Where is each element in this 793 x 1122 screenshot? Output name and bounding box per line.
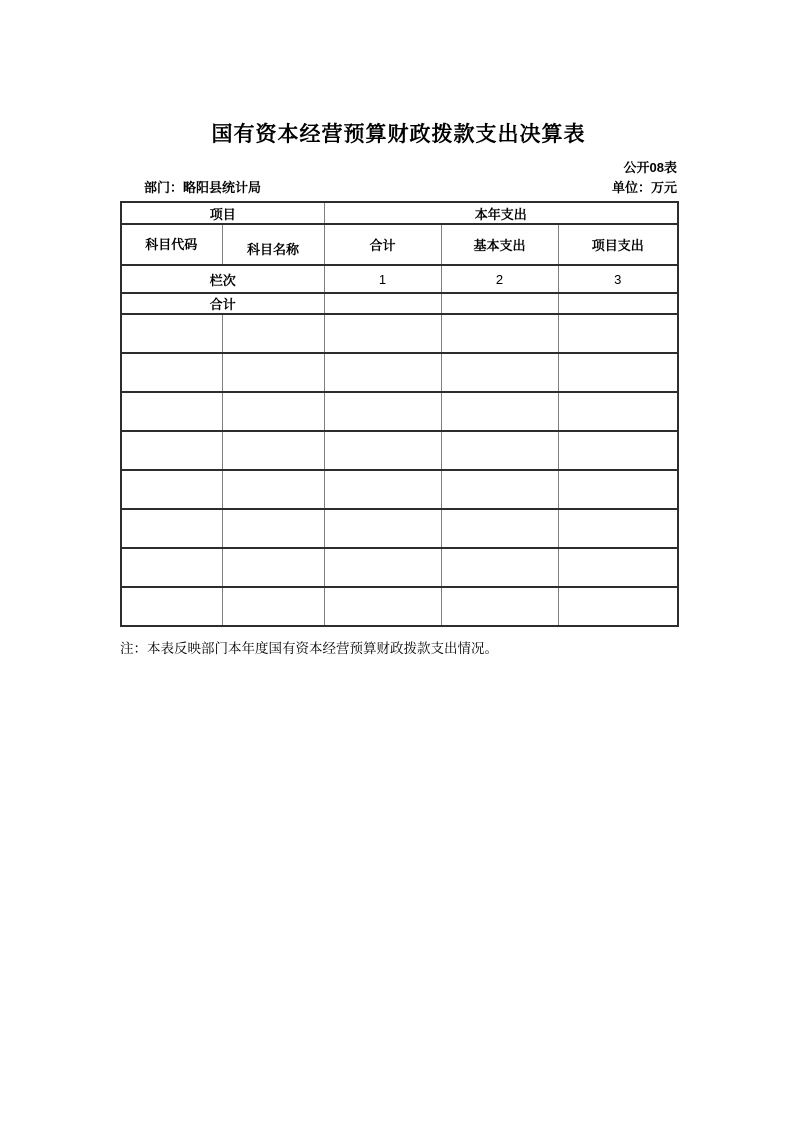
header-subject-code: 科目代码 bbox=[121, 224, 222, 265]
empty-cell bbox=[222, 431, 324, 470]
empty-cell bbox=[324, 548, 441, 587]
table-row-empty bbox=[121, 392, 678, 431]
table-row-empty bbox=[121, 587, 678, 626]
header-project-expense: 项目支出 bbox=[558, 224, 678, 265]
table-row-empty bbox=[121, 548, 678, 587]
page-title: 国有资本经营预算财政拨款支出决算表 bbox=[211, 123, 586, 146]
header-group-row bbox=[121, 202, 678, 224]
empty-cell bbox=[222, 353, 324, 392]
empty-cell bbox=[558, 470, 678, 509]
empty-cell bbox=[222, 587, 324, 626]
header-basic-expense: 基本支出 bbox=[441, 224, 558, 265]
empty-cell bbox=[324, 509, 441, 548]
empty-cell bbox=[121, 587, 222, 626]
column-index-3: 3 bbox=[558, 265, 678, 293]
empty-cell bbox=[222, 392, 324, 431]
empty-cell bbox=[324, 470, 441, 509]
header-subject-name: 科目名称 bbox=[222, 224, 324, 265]
document-page bbox=[120, 0, 677, 657]
empty-cell bbox=[222, 470, 324, 509]
empty-cell bbox=[324, 314, 441, 353]
unit-label: 单位：万元 bbox=[611, 180, 677, 195]
header-total: 合计 bbox=[324, 224, 441, 265]
empty-rows-section bbox=[121, 314, 678, 626]
empty-cell bbox=[441, 470, 558, 509]
empty-cell bbox=[558, 548, 678, 587]
empty-cell bbox=[441, 548, 558, 587]
empty-cell bbox=[558, 392, 678, 431]
empty-cell bbox=[121, 392, 222, 431]
empty-cell bbox=[441, 431, 558, 470]
empty-cell bbox=[558, 431, 678, 470]
empty-cell bbox=[324, 587, 441, 626]
total-row-label: 合计 bbox=[121, 293, 324, 314]
empty-cell bbox=[441, 509, 558, 548]
column-index-2: 2 bbox=[441, 265, 558, 293]
table-row-empty bbox=[121, 509, 678, 548]
empty-cell bbox=[324, 392, 441, 431]
total-row bbox=[121, 293, 678, 314]
empty-cell bbox=[441, 314, 558, 353]
header-project-group: 项目 bbox=[121, 202, 324, 224]
empty-cell bbox=[558, 587, 678, 626]
empty-cell bbox=[441, 392, 558, 431]
total-row-project-cell bbox=[558, 293, 678, 314]
empty-cell bbox=[558, 314, 678, 353]
expenditure-table bbox=[120, 201, 679, 627]
empty-cell bbox=[558, 353, 678, 392]
meta-row bbox=[120, 180, 677, 196]
empty-cell bbox=[222, 548, 324, 587]
note-text: 注：本表反映部门本年度国有资本经营预算财政拨款支出情况。 bbox=[120, 641, 498, 656]
empty-cell bbox=[441, 353, 558, 392]
empty-cell bbox=[121, 509, 222, 548]
empty-cell bbox=[558, 509, 678, 548]
empty-cell bbox=[121, 353, 222, 392]
total-row-total-cell bbox=[324, 293, 441, 314]
empty-cell bbox=[121, 431, 222, 470]
empty-cell bbox=[121, 548, 222, 587]
empty-cell bbox=[121, 314, 222, 353]
total-row-basic-cell bbox=[441, 293, 558, 314]
empty-cell bbox=[324, 431, 441, 470]
table-row-empty bbox=[121, 431, 678, 470]
empty-cell bbox=[121, 470, 222, 509]
empty-cell bbox=[222, 509, 324, 548]
header-columns-row bbox=[121, 224, 678, 265]
empty-cell bbox=[441, 587, 558, 626]
empty-cell bbox=[222, 314, 324, 353]
header-current-year-group: 本年支出 bbox=[324, 202, 678, 224]
empty-cell bbox=[324, 353, 441, 392]
column-index-label: 栏次 bbox=[121, 265, 324, 293]
table-row-empty bbox=[121, 314, 678, 353]
form-code-label: 公开08表 bbox=[623, 160, 677, 175]
table-row-empty bbox=[121, 353, 678, 392]
column-index-1: 1 bbox=[324, 265, 441, 293]
table-row-empty bbox=[121, 470, 678, 509]
department-label: 部门：略阳县统计局 bbox=[144, 180, 262, 195]
column-index-row bbox=[121, 265, 678, 293]
